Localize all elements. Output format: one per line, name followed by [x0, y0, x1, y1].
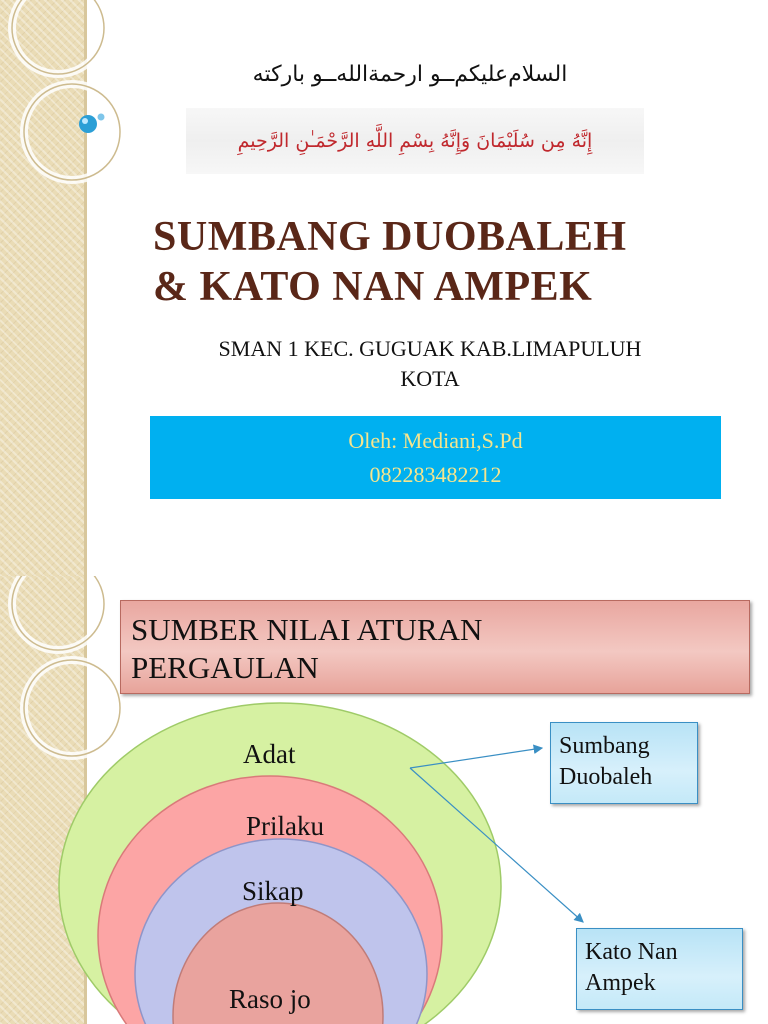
author-box [150, 416, 721, 499]
box-kato-line-1: Kato Nan [585, 939, 678, 965]
school-subtitle [150, 334, 710, 394]
box-sumbang-duobaleh [550, 722, 698, 804]
subtitle-line-1: SMAN 1 KEC. GUGUAK KAB.LIMAPULUH [218, 336, 642, 361]
title-line-2: & KATO NAN AMPEK [153, 264, 593, 310]
author-phone: 082283482212 [369, 461, 502, 487]
section-title-line-1: SUMBER NILAI ATURAN [131, 612, 483, 647]
label-prilaku: Prilaku [246, 811, 324, 841]
box-kato-line-2: Ampek [585, 970, 656, 996]
blue-bead-icon [79, 115, 97, 133]
decorative-rings [0, 0, 140, 200]
box-sumbang-line-1: Sumbang [559, 733, 650, 759]
label-raso: Raso jo [229, 984, 311, 1014]
label-adat: Adat [243, 739, 296, 769]
title-line-1: SUMBANG DUOBALEH [153, 214, 627, 260]
label-sikap: Sikap [242, 876, 304, 906]
section-title-line-2: PERGAULAN [131, 650, 319, 685]
slide-diagram [0, 576, 768, 1024]
basmala-banner: إِنَّهُ مِن سُلَيْمَانَ وَإِنَّهُ بِسْمِ اللَّهِ الرَّحْمَـٰنِ الرَّحِيمِ [186, 108, 644, 174]
salam-greeting: السلام‌عليكم‌ــو ارحمة‌الله‌ــو باركته [252, 62, 568, 87]
box-sumbang-line-2: Duobaleh [559, 764, 653, 790]
box-kato-nan-ampek [576, 928, 743, 1010]
subtitle-line-2: KOTA [400, 366, 460, 391]
author-name: Oleh: Mediani,S.Pd [348, 427, 523, 453]
page-title [153, 212, 713, 312]
